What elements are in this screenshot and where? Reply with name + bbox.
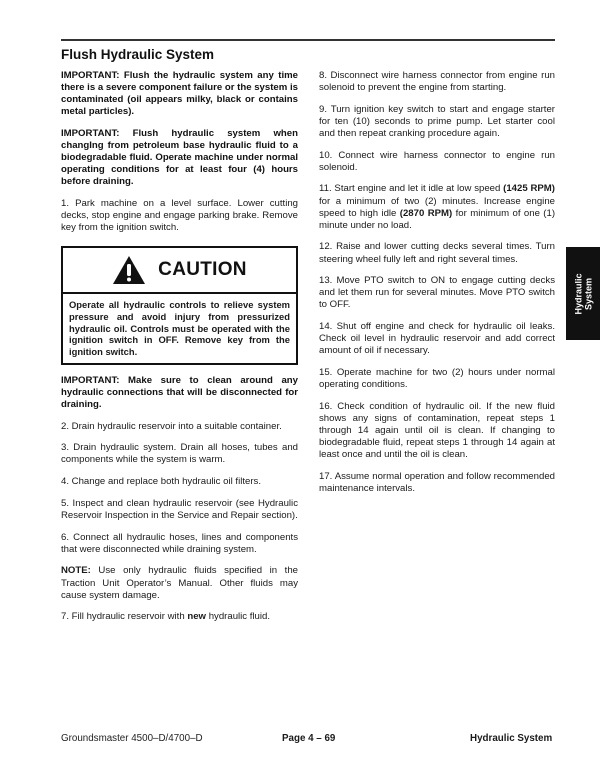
important-note-2: IMPORTANT: Flush hydraulic system when changIng from petroleum base hydraulic fluid to a biodegradable fluid. Operate machine under normal operating conditions for at least four (4) hours before draining. xyxy=(61,127,298,188)
warning-triangle-icon xyxy=(112,255,146,285)
step-3: 3. Drain hydraulic system. Drain all hoses, tubes and components while the system is warm. xyxy=(61,442,298,466)
step-8: 8. Disconnect wire harness connector from engine run solenoid to prevent the engine from starting. xyxy=(319,70,555,94)
low-idle-rpm: (1425 RPM) xyxy=(503,183,555,195)
step-7-text: 7. Fill hydraulic reservoir with xyxy=(61,611,188,623)
caution-header xyxy=(63,248,296,294)
footer-section: Hydraulic System xyxy=(470,733,553,744)
step-6: 6. Connect all hydraulic hoses, lines and components that were disconnected while draining system. xyxy=(61,531,298,555)
step-14: 14. Shut off engine and check for hydraulic oil leaks. Check oil level in hydraulic reservoir and add correct amount of oil if necessary. xyxy=(319,321,555,357)
section-title: Flush Hydraulic System xyxy=(61,47,215,62)
note-label: NOTE: xyxy=(61,565,91,577)
side-tab-label xyxy=(573,273,593,314)
section-side-tab[interactable] xyxy=(566,247,600,340)
step-9: 9. Turn ignition key switch to start and engage starter for ten (10) seconds to prime pump. Let starter cool and then repeat cranking procedure again. xyxy=(319,103,555,139)
note xyxy=(61,565,298,601)
step-4: 4. Change and replace both hydraulic oil filters. xyxy=(61,476,261,488)
important-note-3: IMPORTANT: Make sure to clean around any hydraulic connections that will be disconnected for draining. xyxy=(61,374,298,411)
important-note-1: IMPORTANT: Flush the hydraulic system any time there is a severe component failure or the system is contaminated (oil appears milky, black or contains metal particles). xyxy=(61,70,298,118)
step-11-text-e: for minimum of one (1) minute under no load. xyxy=(319,207,556,231)
caution-heading: CAUTION xyxy=(158,259,247,281)
left-column xyxy=(61,70,298,633)
step-15: 15. Operate machine for two (2) hours under normal operating conditions. xyxy=(319,366,555,391)
step-11-text-a: 11. Start engine and let it idle at low speed xyxy=(319,183,504,195)
step-11 xyxy=(319,183,555,231)
step-17: 17. Assume normal operation and follow recommended maintenance intervals. xyxy=(319,470,555,494)
side-tab-line-2: System xyxy=(583,277,594,310)
step-7-emphasis: new xyxy=(187,611,207,623)
note-text: Use only hydraulic fluids specified in the Traction Unit Operator’s Manual. Other fluids may cause system damage. xyxy=(61,565,298,601)
high-idle-rpm: (2870 RPM) xyxy=(399,207,453,219)
caution-text: Operate all hydraulic controls to relieve system pressure and avoid injury from pressurized hydraulic oil. Controls must be operated with the ignition switch in OFF. Remove key from the ignition switch. xyxy=(69,299,290,358)
step-1: 1. Park machine on a level surface. Lower cutting decks, stop engine and engage parking brake. Remove key from the ignition switch. xyxy=(61,198,298,234)
step-16: 16. Check condition of hydraulic oil. If the new fluid shows any signs of contamination, repeat steps 1 through 14 again until oil is clean. If changing to biodegradable fluid, repeat steps 1 through 14 again at least once and until the oil is clean. xyxy=(319,400,555,461)
step-7 xyxy=(61,611,298,623)
step-7-text-end: hydraulic fluid. xyxy=(206,611,271,623)
footer-model: Groundsmaster 4500–D/4700–D xyxy=(61,733,203,744)
top-rule xyxy=(61,39,555,41)
footer-page-number: Page 4 – 69 xyxy=(282,733,336,744)
step-10: 10. Connect wire harness connector to engine run solenoid. xyxy=(319,149,555,173)
right-column xyxy=(319,70,555,505)
side-tab-line-1: Hydraulic xyxy=(573,272,584,315)
step-13: 13. Move PTO switch to ON to engage cutting decks and let them run for several minutes. Move PTO switch to OFF. xyxy=(319,275,555,311)
step-5: 5. Inspect and clean hydraulic reservoir (see Hydraulic Reservoir Inspection in the Service and Repair section). xyxy=(61,497,298,521)
caution-box xyxy=(61,246,298,365)
step-12: 12. Raise and lower cutting decks several times. Turn steering wheel fully left and right several times. xyxy=(319,241,555,265)
step-2: 2. Drain hydraulic reservoir into a suitable container. xyxy=(61,420,282,432)
step-11-text-c: for a minimum of two (2) minutes. Increase engine speed to high idle xyxy=(319,195,555,219)
